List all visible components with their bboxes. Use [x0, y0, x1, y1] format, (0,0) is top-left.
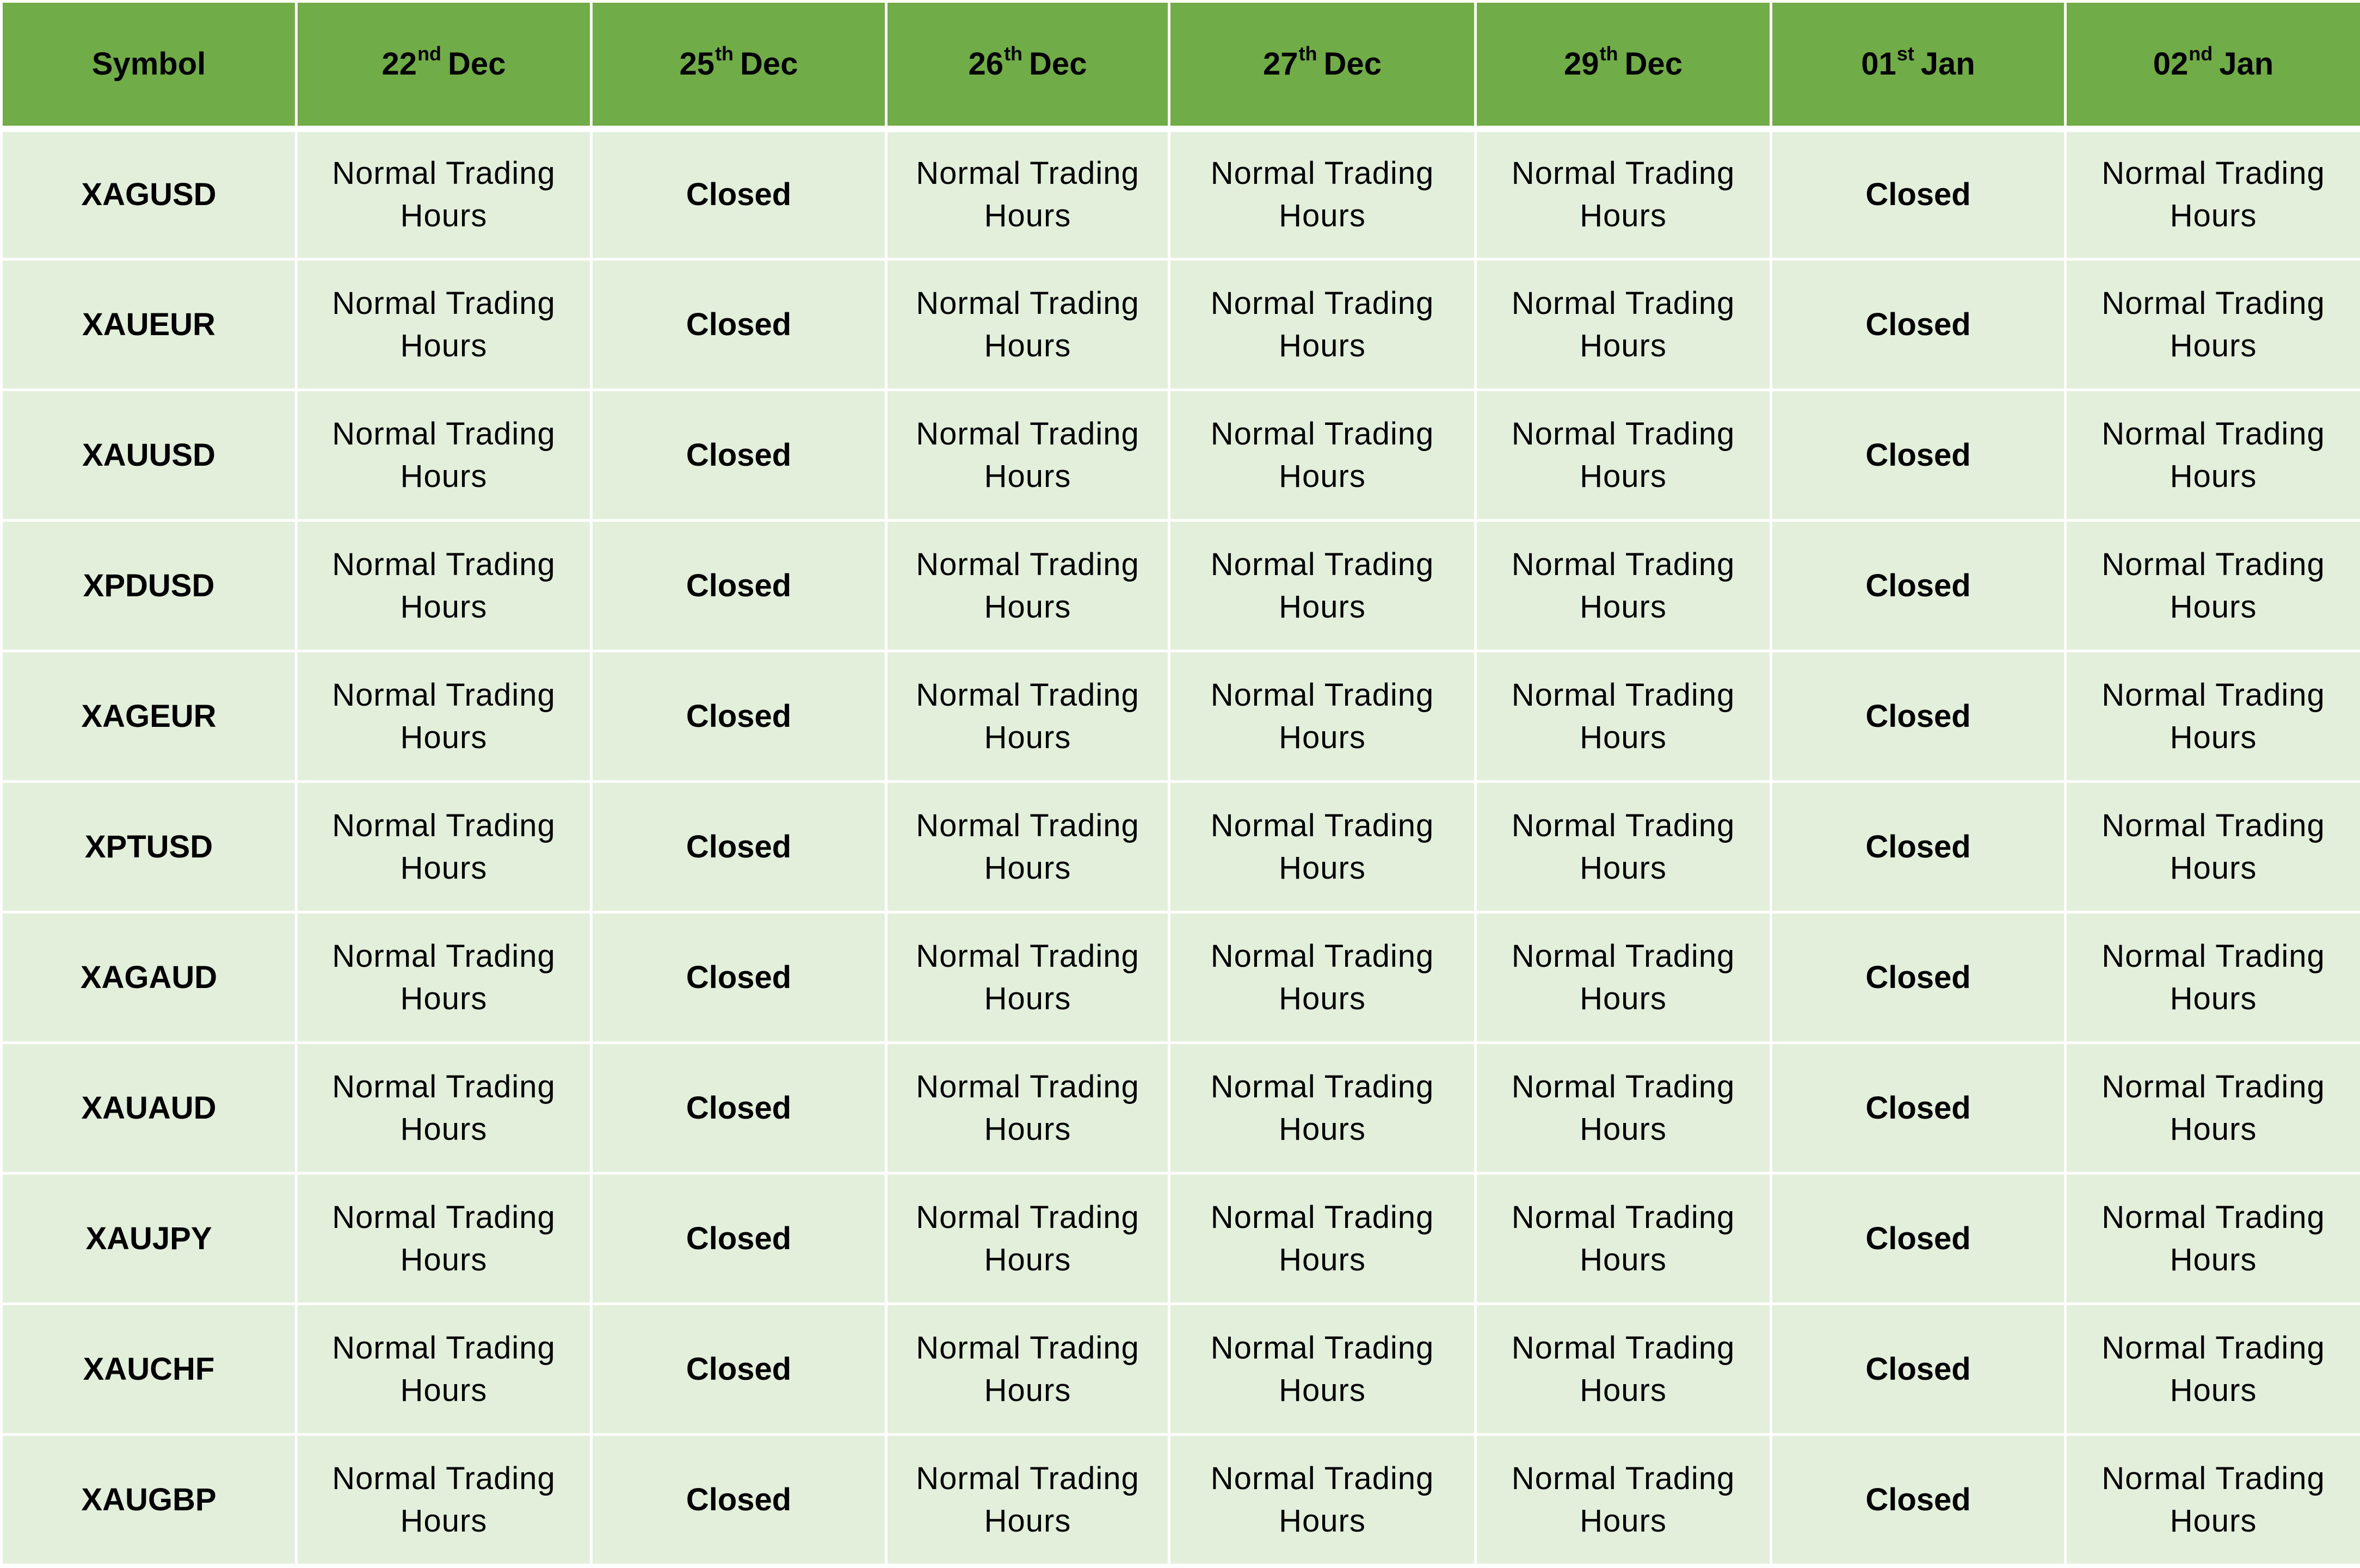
symbol-cell: XPTUSD — [2, 782, 297, 912]
status-text: Normal Trading Hours — [1511, 416, 1735, 494]
status-text: Normal Trading Hours — [916, 546, 1139, 625]
header-date-suffix: th — [1599, 42, 1618, 65]
status-trading-cell — [1169, 521, 1476, 651]
status-trading-cell — [1169, 129, 1476, 260]
header-date-day: 01 — [1861, 46, 1896, 82]
symbol-cell: XAGAUD — [2, 912, 297, 1043]
symbol-cell: XAUCHF — [2, 1304, 297, 1435]
status-trading-cell — [2066, 782, 2360, 912]
status-trading-cell — [1476, 260, 1771, 390]
status-trading-cell — [1169, 912, 1476, 1043]
symbol-cell: XAUGBP — [2, 1435, 297, 1565]
header-date-month: Dec — [740, 46, 798, 82]
status-trading-cell — [2066, 260, 2360, 390]
header-date-month: Jan — [1920, 46, 1975, 82]
status-trading-cell — [1169, 1304, 1476, 1435]
status-trading-cell — [886, 129, 1169, 260]
status-closed-cell — [591, 782, 886, 912]
status-text: Normal Trading Hours — [2102, 156, 2325, 234]
status-text: Closed — [1865, 1481, 1971, 1517]
status-trading-cell — [297, 1043, 591, 1174]
status-text: Closed — [686, 1351, 792, 1387]
symbol-cell: XAGEUR — [2, 651, 297, 782]
header-row — [2, 2, 2360, 129]
status-text: Closed — [686, 959, 792, 995]
status-text: Normal Trading Hours — [1210, 677, 1434, 755]
header-date-suffix: nd — [417, 42, 442, 65]
header-date-month: Jan — [2219, 46, 2274, 82]
status-text: Closed — [686, 1090, 792, 1126]
status-text: Normal Trading Hours — [1511, 938, 1735, 1016]
status-text: Closed — [1865, 698, 1971, 734]
status-trading-cell — [1476, 1435, 1771, 1565]
status-text: Normal Trading Hours — [2102, 285, 2325, 363]
status-closed-cell — [591, 129, 886, 260]
status-trading-cell — [1476, 1043, 1771, 1174]
status-trading-cell — [1169, 1435, 1476, 1565]
status-closed-cell — [591, 651, 886, 782]
status-text: Normal Trading Hours — [916, 1199, 1139, 1277]
status-text: Normal Trading Hours — [1511, 1330, 1735, 1408]
status-text: Normal Trading Hours — [1210, 416, 1434, 494]
status-text: Normal Trading Hours — [1511, 285, 1735, 363]
status-text: Normal Trading Hours — [332, 938, 556, 1016]
status-trading-cell — [2066, 912, 2360, 1043]
status-text: Normal Trading Hours — [1210, 156, 1434, 234]
status-text: Closed — [1865, 306, 1971, 342]
status-trading-cell — [297, 1174, 591, 1304]
status-closed-cell — [1771, 260, 2066, 390]
status-trading-cell — [1476, 129, 1771, 260]
status-text: Normal Trading Hours — [332, 416, 556, 494]
status-trading-cell — [2066, 129, 2360, 260]
status-text: Normal Trading Hours — [1210, 546, 1434, 625]
status-closed-cell — [1771, 129, 2066, 260]
status-text: Normal Trading Hours — [916, 156, 1139, 234]
header-date-suffix: st — [1896, 42, 1914, 65]
header-date-day: 29 — [1564, 46, 1599, 82]
status-text: Normal Trading Hours — [332, 1460, 556, 1539]
status-trading-cell — [297, 521, 591, 651]
status-closed-cell — [591, 390, 886, 521]
header-date-3 — [1169, 2, 1476, 129]
header-date-1 — [591, 2, 886, 129]
status-trading-cell — [886, 260, 1169, 390]
status-trading-cell — [1169, 390, 1476, 521]
status-text: Normal Trading Hours — [2102, 677, 2325, 755]
status-closed-cell — [591, 1043, 886, 1174]
table-row — [2, 1043, 2360, 1174]
status-text: Closed — [1865, 1351, 1971, 1387]
status-text: Normal Trading Hours — [1511, 677, 1735, 755]
header-date-day: 26 — [968, 46, 1004, 82]
status-trading-cell — [1476, 1304, 1771, 1435]
status-text: Normal Trading Hours — [916, 807, 1139, 886]
status-text: Closed — [686, 437, 792, 473]
status-text: Closed — [1865, 177, 1971, 213]
status-text: Normal Trading Hours — [1210, 1330, 1434, 1408]
status-text: Normal Trading Hours — [2102, 546, 2325, 625]
status-text: Normal Trading Hours — [1210, 1199, 1434, 1277]
header-date-0 — [297, 2, 591, 129]
status-text: Normal Trading Hours — [916, 416, 1139, 494]
status-text: Normal Trading Hours — [1210, 285, 1434, 363]
symbol-cell: XAUEUR — [2, 260, 297, 390]
status-trading-cell — [886, 782, 1169, 912]
status-closed-cell — [591, 521, 886, 651]
status-trading-cell — [1476, 651, 1771, 782]
status-text: Closed — [1865, 1220, 1971, 1256]
status-trading-cell — [886, 912, 1169, 1043]
status-trading-cell — [2066, 1304, 2360, 1435]
status-trading-cell — [1169, 782, 1476, 912]
table-row — [2, 651, 2360, 782]
status-text: Closed — [686, 829, 792, 865]
status-text: Closed — [1865, 959, 1971, 995]
header-date-day: 22 — [381, 46, 417, 82]
status-trading-cell — [886, 1304, 1169, 1435]
status-text: Normal Trading Hours — [916, 1069, 1139, 1147]
header-date-month: Dec — [1323, 46, 1382, 82]
status-closed-cell — [1771, 521, 2066, 651]
symbol-cell: XAGUSD — [2, 129, 297, 260]
status-trading-cell — [886, 1174, 1169, 1304]
table-row — [2, 260, 2360, 390]
status-text: Normal Trading Hours — [916, 285, 1139, 363]
table-row — [2, 1174, 2360, 1304]
status-text: Normal Trading Hours — [2102, 416, 2325, 494]
status-text: Normal Trading Hours — [1511, 1460, 1735, 1539]
table-header — [2, 2, 2360, 129]
status-trading-cell — [886, 390, 1169, 521]
status-text: Normal Trading Hours — [332, 1069, 556, 1147]
header-date-suffix: th — [1004, 42, 1023, 65]
status-text: Normal Trading Hours — [332, 156, 556, 234]
header-date-2 — [886, 2, 1169, 129]
header-date-suffix: th — [1298, 42, 1317, 65]
table-body — [2, 129, 2360, 1565]
status-trading-cell — [886, 1435, 1169, 1565]
header-date-4 — [1476, 2, 1771, 129]
status-trading-cell — [1476, 390, 1771, 521]
status-trading-cell — [297, 260, 591, 390]
header-date-day: 27 — [1263, 46, 1298, 82]
header-symbol: Symbol — [2, 2, 297, 129]
status-trading-cell — [1169, 1043, 1476, 1174]
status-closed-cell — [591, 1174, 886, 1304]
status-text: Normal Trading Hours — [1210, 1069, 1434, 1147]
symbol-cell: XAUJPY — [2, 1174, 297, 1304]
status-text: Closed — [1865, 1090, 1971, 1126]
status-closed-cell — [591, 1435, 886, 1565]
status-trading-cell — [2066, 1043, 2360, 1174]
status-text: Normal Trading Hours — [2102, 1460, 2325, 1539]
status-text: Closed — [1865, 437, 1971, 473]
status-text: Normal Trading Hours — [1511, 156, 1735, 234]
status-closed-cell — [1771, 1174, 2066, 1304]
status-text: Normal Trading Hours — [1210, 938, 1434, 1016]
status-trading-cell — [297, 782, 591, 912]
status-trading-cell — [297, 651, 591, 782]
status-text: Normal Trading Hours — [2102, 1330, 2325, 1408]
status-trading-cell — [2066, 390, 2360, 521]
table-row — [2, 129, 2360, 260]
status-trading-cell — [1169, 651, 1476, 782]
status-trading-cell — [2066, 651, 2360, 782]
status-text: Normal Trading Hours — [332, 285, 556, 363]
status-text: Closed — [686, 306, 792, 342]
status-text: Closed — [686, 1481, 792, 1517]
status-trading-cell — [297, 129, 591, 260]
status-trading-cell — [1476, 521, 1771, 651]
status-text: Closed — [1865, 567, 1971, 603]
status-closed-cell — [591, 912, 886, 1043]
status-closed-cell — [1771, 651, 2066, 782]
table-row — [2, 390, 2360, 521]
status-text: Closed — [1865, 829, 1971, 865]
status-trading-cell — [297, 390, 591, 521]
status-trading-cell — [886, 651, 1169, 782]
table-row — [2, 1435, 2360, 1565]
status-closed-cell — [1771, 1435, 2066, 1565]
status-text: Closed — [686, 177, 792, 213]
symbol-cell: XAUAUD — [2, 1043, 297, 1174]
status-text: Closed — [686, 567, 792, 603]
status-text: Normal Trading Hours — [2102, 807, 2325, 886]
status-text: Normal Trading Hours — [1511, 1069, 1735, 1147]
status-text: Normal Trading Hours — [332, 807, 556, 886]
status-closed-cell — [1771, 1304, 2066, 1435]
table-row — [2, 521, 2360, 651]
status-trading-cell — [2066, 1174, 2360, 1304]
status-text: Normal Trading Hours — [1511, 807, 1735, 886]
header-date-month: Dec — [1624, 46, 1683, 82]
status-text: Normal Trading Hours — [332, 1330, 556, 1408]
header-date-suffix: th — [715, 42, 734, 65]
status-text: Normal Trading Hours — [916, 1330, 1139, 1408]
status-closed-cell — [1771, 782, 2066, 912]
status-text: Normal Trading Hours — [332, 677, 556, 755]
status-text: Normal Trading Hours — [1210, 807, 1434, 886]
status-trading-cell — [886, 1043, 1169, 1174]
status-closed-cell — [1771, 912, 2066, 1043]
status-text: Normal Trading Hours — [2102, 938, 2325, 1016]
status-trading-cell — [1476, 912, 1771, 1043]
status-text: Normal Trading Hours — [332, 1199, 556, 1277]
symbol-cell: XPDUSD — [2, 521, 297, 651]
status-closed-cell — [591, 260, 886, 390]
status-text: Normal Trading Hours — [1511, 1199, 1735, 1277]
header-date-day: 02 — [2153, 46, 2189, 82]
status-text: Normal Trading Hours — [1210, 1460, 1434, 1539]
symbol-cell: XAUUSD — [2, 390, 297, 521]
table-row — [2, 1304, 2360, 1435]
status-text: Normal Trading Hours — [1511, 546, 1735, 625]
status-trading-cell — [297, 1435, 591, 1565]
header-date-month: Dec — [1029, 46, 1087, 82]
status-trading-cell — [2066, 1435, 2360, 1565]
status-text: Closed — [686, 698, 792, 734]
status-text: Normal Trading Hours — [916, 677, 1139, 755]
status-trading-cell — [1476, 782, 1771, 912]
header-date-6 — [2066, 2, 2360, 129]
status-text: Normal Trading Hours — [2102, 1069, 2325, 1147]
status-trading-cell — [297, 1304, 591, 1435]
status-trading-cell — [1169, 260, 1476, 390]
status-text: Normal Trading Hours — [2102, 1199, 2325, 1277]
table-row — [2, 782, 2360, 912]
status-text: Closed — [686, 1220, 792, 1256]
status-closed-cell — [591, 1304, 886, 1435]
status-trading-cell — [1169, 1174, 1476, 1304]
status-text: Normal Trading Hours — [916, 938, 1139, 1016]
status-trading-cell — [2066, 521, 2360, 651]
header-date-day: 25 — [679, 46, 715, 82]
status-trading-cell — [886, 521, 1169, 651]
status-text: Normal Trading Hours — [332, 546, 556, 625]
header-date-5 — [1771, 2, 2066, 129]
header-date-suffix: nd — [2189, 42, 2213, 65]
table-row — [2, 912, 2360, 1043]
status-text: Normal Trading Hours — [916, 1460, 1139, 1539]
header-date-month: Dec — [448, 46, 506, 82]
status-closed-cell — [1771, 1043, 2066, 1174]
status-trading-cell — [297, 912, 591, 1043]
status-trading-cell — [1476, 1174, 1771, 1304]
status-closed-cell — [1771, 390, 2066, 521]
